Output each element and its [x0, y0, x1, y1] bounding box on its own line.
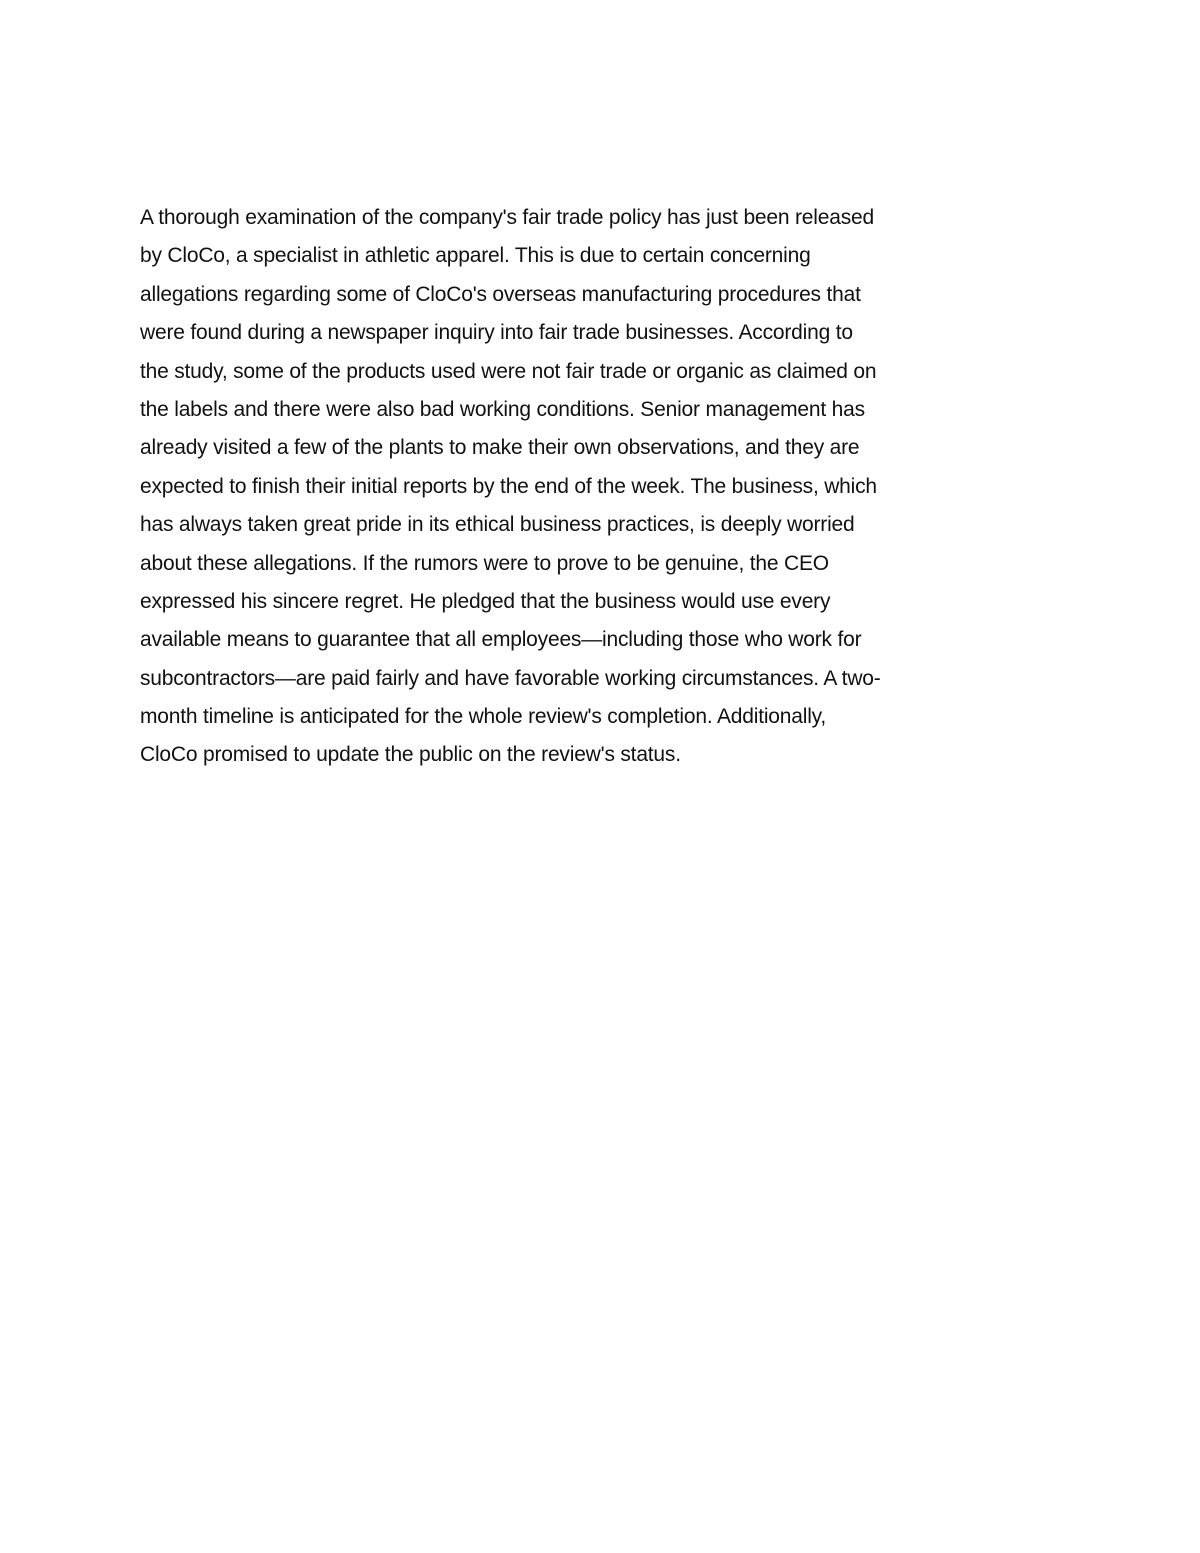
paragraph-line: about these allegations. If the rumors were to prove to be genuine, the CEO	[140, 551, 829, 575]
paragraph-line: expected to finish their initial reports by the end of the week. The business, which	[140, 474, 877, 498]
paragraph-line: already visited a few of the plants to make their own observations, and they are	[140, 436, 860, 460]
paragraph-line: expressed his sincere regret. He pledged that the business would use every	[140, 589, 831, 613]
body-paragraph	[140, 199, 1070, 775]
paragraph-line: CloCo promised to update the public on the review's status.	[140, 743, 681, 767]
paragraph-line: the study, some of the products used were not fair trade or organic as claimed on	[140, 359, 877, 383]
paragraph-line: by CloCo, a specialist in athletic apparel. This is due to certain concerning	[140, 244, 811, 268]
paragraph-line: available means to guarantee that all employees—including those who work for	[140, 628, 862, 652]
paragraph-line: were found during a newspaper inquiry into fair trade businesses. According to	[140, 321, 853, 345]
paragraph-line: A thorough examination of the company's fair trade policy has just been released	[140, 206, 874, 229]
paragraph-line: allegations regarding some of CloCo's overseas manufacturing procedures that	[140, 282, 861, 306]
paragraph-line: subcontractors—are paid fairly and have favorable working circumstances. A two-	[140, 666, 881, 690]
paragraph-line: month timeline is anticipated for the whole review's completion. Additionally,	[140, 705, 827, 729]
paragraph-line: the labels and there were also bad working conditions. Senior management has	[140, 397, 865, 421]
paragraph-line: has always taken great pride in its ethical business practices, is deeply worried	[140, 513, 855, 537]
